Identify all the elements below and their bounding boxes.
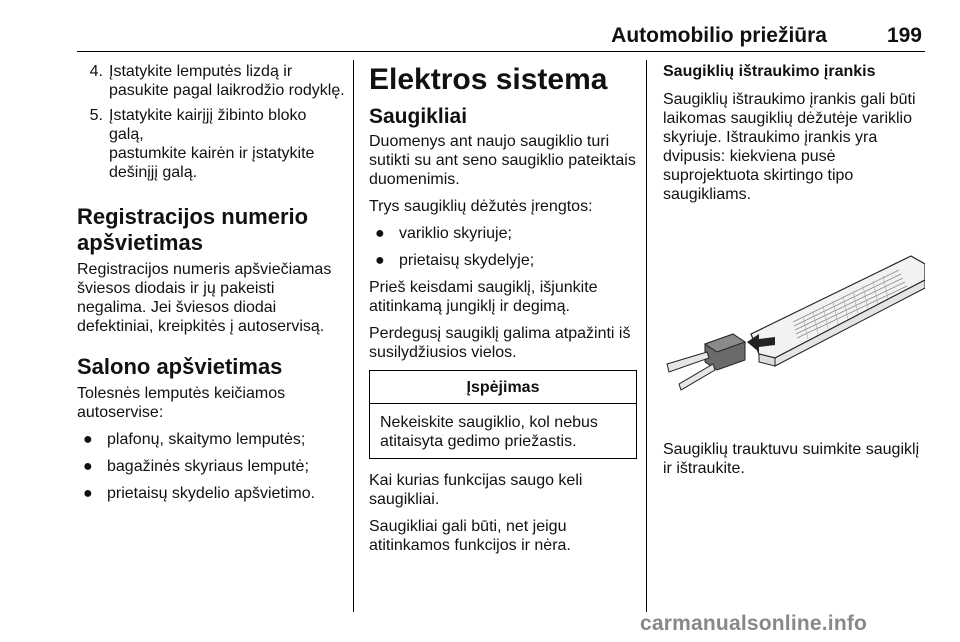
page-number: 199 — [886, 24, 922, 47]
fuses-paragraph-4: Perdegusį saugiklį galima atpažinti iš susilydžiusios vielos. — [369, 325, 631, 361]
step-text: Įstatykite kairįjį žibinto bloko galą, pastumkite kairėn ir įstatykite dešinįjį galą. — [109, 107, 315, 181]
interior-lighting-paragraph: Tolesnės lemputės keičiamos autoservise: — [77, 385, 286, 421]
fuses-paragraph-6: Saugikliai gali būti, net jeigu atitinkamos funkcijos ir nėra. — [369, 518, 571, 554]
section-heading-interior-lighting: Salono apšvietimas — [77, 354, 283, 379]
step-4 — [77, 62, 345, 100]
section-heading-license-plate-lighting: Registracijos numerio apšvietimas — [77, 204, 309, 255]
fuse-puller-paragraph-2: Saugiklių trauktuvu suimkite saugiklį ir ištraukite. — [663, 441, 920, 477]
warning-box — [369, 370, 637, 459]
list-item — [77, 484, 345, 503]
list-item-text: plafonų, skaitymo lemputės; — [107, 431, 306, 448]
section-heading-fuse-puller: Saugiklių ištraukimo įrankis — [663, 63, 876, 80]
fuse-puller-illustration — [663, 246, 925, 406]
column-divider-1 — [353, 60, 354, 612]
fuses-paragraph-3: Prieš keisdami saugiklį, išjunkite atitinkamą jungiklį ir degimą. — [369, 279, 598, 315]
list-item — [369, 224, 637, 243]
list-item — [369, 251, 637, 270]
column-3-lower — [663, 440, 925, 486]
fuse-puller-paragraph-1: Saugiklių ištraukimo įrankis gali būti laikomas saugiklių dėžutėje variklio skyriuje. Ištraukimo įrankis yra dvipusis: kiekviena pusė suprojektuota skirtingo tipo saugikliams. — [663, 91, 916, 203]
header-divider — [77, 51, 925, 52]
column-1 — [77, 62, 345, 511]
warning-title: Įspėjimas — [370, 371, 636, 404]
fuses-paragraph-1: Duomenys ant naujo saugiklio turi sutikti su ant seno saugiklio pateiktais duomenimis. — [369, 133, 636, 188]
bullet-icon: ● — [83, 485, 93, 502]
bullet-icon: ● — [375, 225, 385, 242]
column-2 — [369, 62, 637, 563]
bullet-icon: ● — [375, 252, 385, 269]
license-plate-paragraph: Registracijos numeris apšviečiamas šviesos diodais ir jų pakeisti negalima. Jei šviesos diodai defektiniai, kreipkitės į autoservisą. — [77, 261, 332, 335]
bullet-icon: ● — [83, 431, 93, 448]
step-5 — [77, 106, 345, 182]
list-item-text: prietaisų skydelio apšvietimo. — [107, 485, 316, 502]
list-item — [77, 430, 345, 449]
fuses-paragraph-5: Kai kurias funkcijas saugo keli saugikliai. — [369, 472, 583, 508]
list-item-text: variklio skyriuje; — [399, 225, 512, 242]
step-number: 5. — [89, 107, 103, 124]
list-item — [77, 457, 345, 476]
chapter-heading-electrical-system: Elektros sistema — [369, 63, 608, 96]
column-divider-2 — [646, 60, 647, 612]
warning-text: Nekeiskite saugiklio, kol nebus atitaisyta gedimo priežastis. — [380, 414, 598, 450]
list-item-text: bagažinės skyriaus lemputė; — [107, 458, 309, 475]
bullet-icon: ● — [83, 458, 93, 475]
list-item-text: prietaisų skydelyje; — [399, 252, 535, 269]
step-number: 4. — [89, 63, 103, 80]
step-text: Įstatykite lemputės lizdą ir pasukite pagal laikrodžio rodyklę. — [109, 63, 345, 99]
page-header-title: Automobilio priežiūra — [611, 24, 827, 47]
watermark-text: carmanualsonline.info — [640, 612, 868, 635]
section-heading-fuses: Saugikliai — [369, 105, 468, 128]
fuses-paragraph-2: Trys saugiklių dėžutės įrengtos: — [369, 198, 593, 215]
column-3 — [663, 62, 925, 212]
